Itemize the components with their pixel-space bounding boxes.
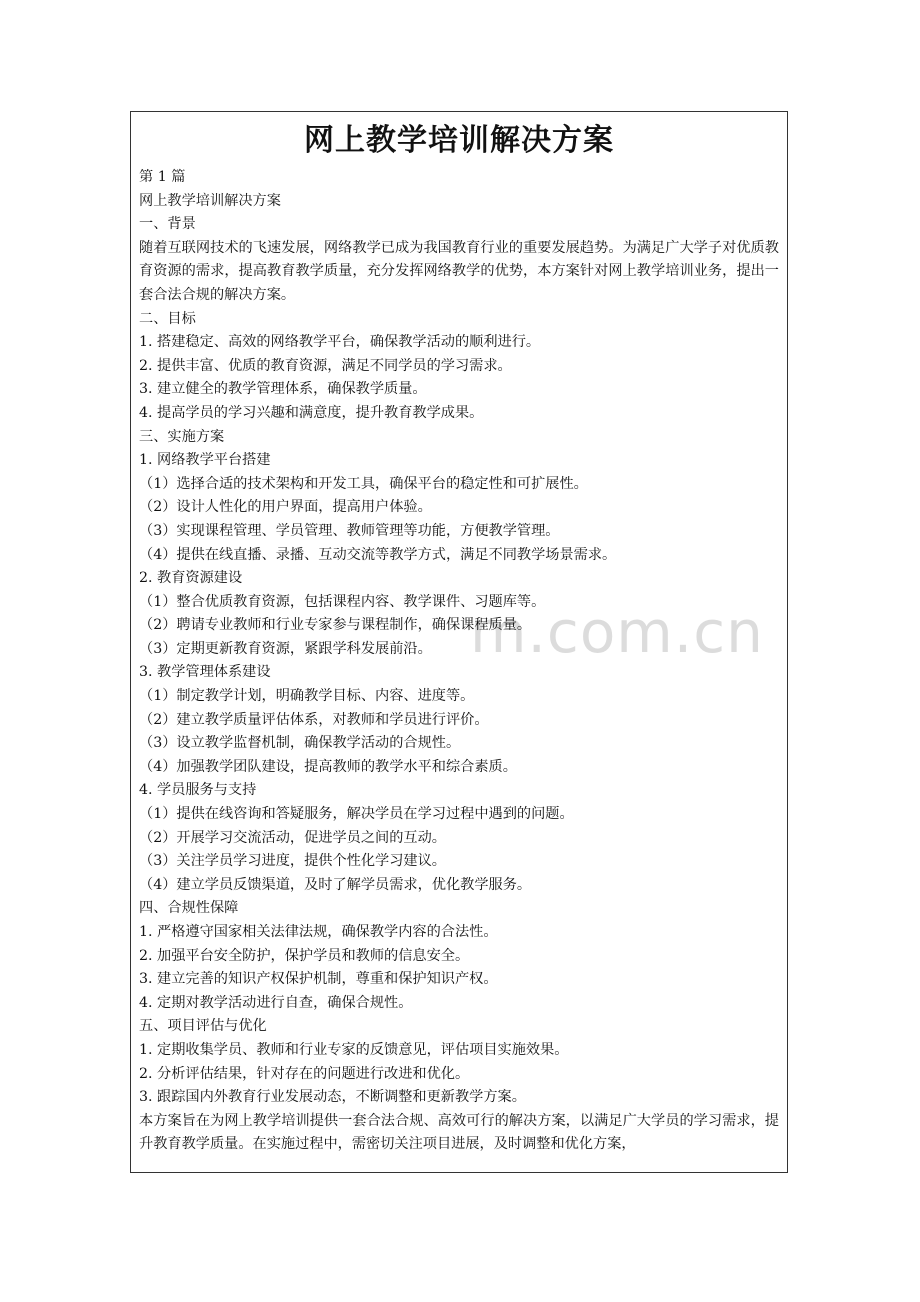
section-heading-evaluation: 五、项目评估与优化	[139, 1018, 267, 1035]
list-item: 3. 建立完善的知识产权保护机制，尊重和保护知识产权。	[139, 971, 498, 988]
section-heading-background: 一、背景	[139, 216, 196, 233]
list-item: （3）定期更新教育资源，紧跟学科发展前沿。	[139, 640, 432, 657]
list-item: （2）建立教学质量评估体系，对教师和学员进行评价。	[139, 711, 489, 728]
subsection-heading-management: 3. 教学管理体系建设	[139, 664, 271, 681]
list-item: 1. 严格遵守国家相关法律法规，确保教学内容的合法性。	[139, 924, 498, 940]
list-item: 3. 建立健全的教学管理体系，确保教学质量。	[139, 381, 427, 398]
list-item: 3. 跟踪国内外教育行业发展动态，不断调整和更新教学方案。	[139, 1089, 526, 1106]
subsection-heading-resources: 2. 教育资源建设	[139, 570, 243, 587]
list-item: （4）建立学员反馈渠道，及时了解学员需求，优化教学服务。	[139, 876, 532, 893]
subsection-heading-platform: 1. 网络教学平台搭建	[139, 452, 271, 469]
subtitle: 网上教学培训解决方案	[139, 192, 281, 209]
subsection-heading-student-services: 4. 学员服务与支持	[139, 782, 257, 799]
document-frame	[130, 111, 788, 1173]
list-item: （3）关注学员学习进度，提供个性化学习建议。	[139, 853, 446, 870]
list-item: （1）选择合适的技术架构和开发工具，确保平台的稳定性和可扩展性。	[139, 475, 588, 492]
list-item: 2. 加强平台安全防护，保护学员和教师的信息安全。	[139, 947, 470, 964]
chapter-label: 第 1 篇	[139, 169, 186, 185]
list-item: （2）聘请专业教师和行业专家参与课程制作，确保课程质量。	[139, 617, 532, 634]
list-item: （4）提供在线直播、录播、互动交流等教学方式，满足不同教学场景需求。	[139, 546, 617, 563]
list-item: 2. 提供丰富、优质的教育资源，满足不同学员的学习需求。	[139, 357, 512, 374]
list-item: （4）加强教学团队建设，提高教师的教学水平和综合素质。	[139, 758, 517, 775]
background-paragraph: 随着互联网技术的飞速发展，网络教学已成为我国教育行业的重要发展趋势。为满足广大学子对优质教育资源的需求，提高教育教学质量，充分发挥网络教学的优势，本方案针对网上教学培训业务，提出一套合法合规的解决方案。	[139, 239, 779, 303]
list-item: （1）提供在线咨询和答疑服务，解决学员在学习过程中遇到的问题。	[139, 806, 574, 823]
section-heading-implementation: 三、实施方案	[139, 428, 225, 445]
list-item: （1）制定教学计划，明确教学目标、内容、进度等。	[139, 688, 475, 705]
section-heading-goals: 二、目标	[139, 310, 196, 327]
closing-paragraph: 本方案旨在为网上教学培训提供一套合法合规、高效可行的解决方案，以满足广大学员的学习需求，提升教育教学质量。在实施过程中，需密切关注项目进展，及时调整和优化方案，	[139, 1112, 779, 1153]
document-title: 网上教学培训解决方案	[304, 123, 614, 158]
section-heading-compliance: 四、合规性保障	[139, 900, 239, 917]
list-item: 2. 分析评估结果，针对存在的问题进行改进和优化。	[139, 1065, 470, 1082]
list-item: （3）设立教学监督机制，确保教学活动的合规性。	[139, 735, 461, 752]
document-body	[131, 166, 787, 1157]
list-item: 4. 提高学员的学习兴趣和满意度，提升教育教学成果。	[139, 404, 484, 421]
list-item: （2）设计人性化的用户界面，提高用户体验。	[139, 499, 432, 516]
list-item: 1. 定期收集学员、教师和行业专家的反馈意见，评估项目实施效果。	[139, 1041, 569, 1058]
list-item: （1）整合优质教育资源，包括课程内容、教学课件、习题库等。	[139, 593, 546, 610]
list-item: 1. 搭建稳定、高效的网络教学平台，确保教学活动的顺利进行。	[139, 334, 541, 351]
list-item: （3）实现课程管理、学员管理、教师管理等功能，方便教学管理。	[139, 522, 560, 539]
list-item: （2）开展学习交流活动，促进学员之间的互动。	[139, 829, 446, 846]
list-item: 4. 定期对教学活动进行自查，确保合规性。	[139, 994, 413, 1011]
watermark: m.com.cn	[470, 598, 764, 666]
